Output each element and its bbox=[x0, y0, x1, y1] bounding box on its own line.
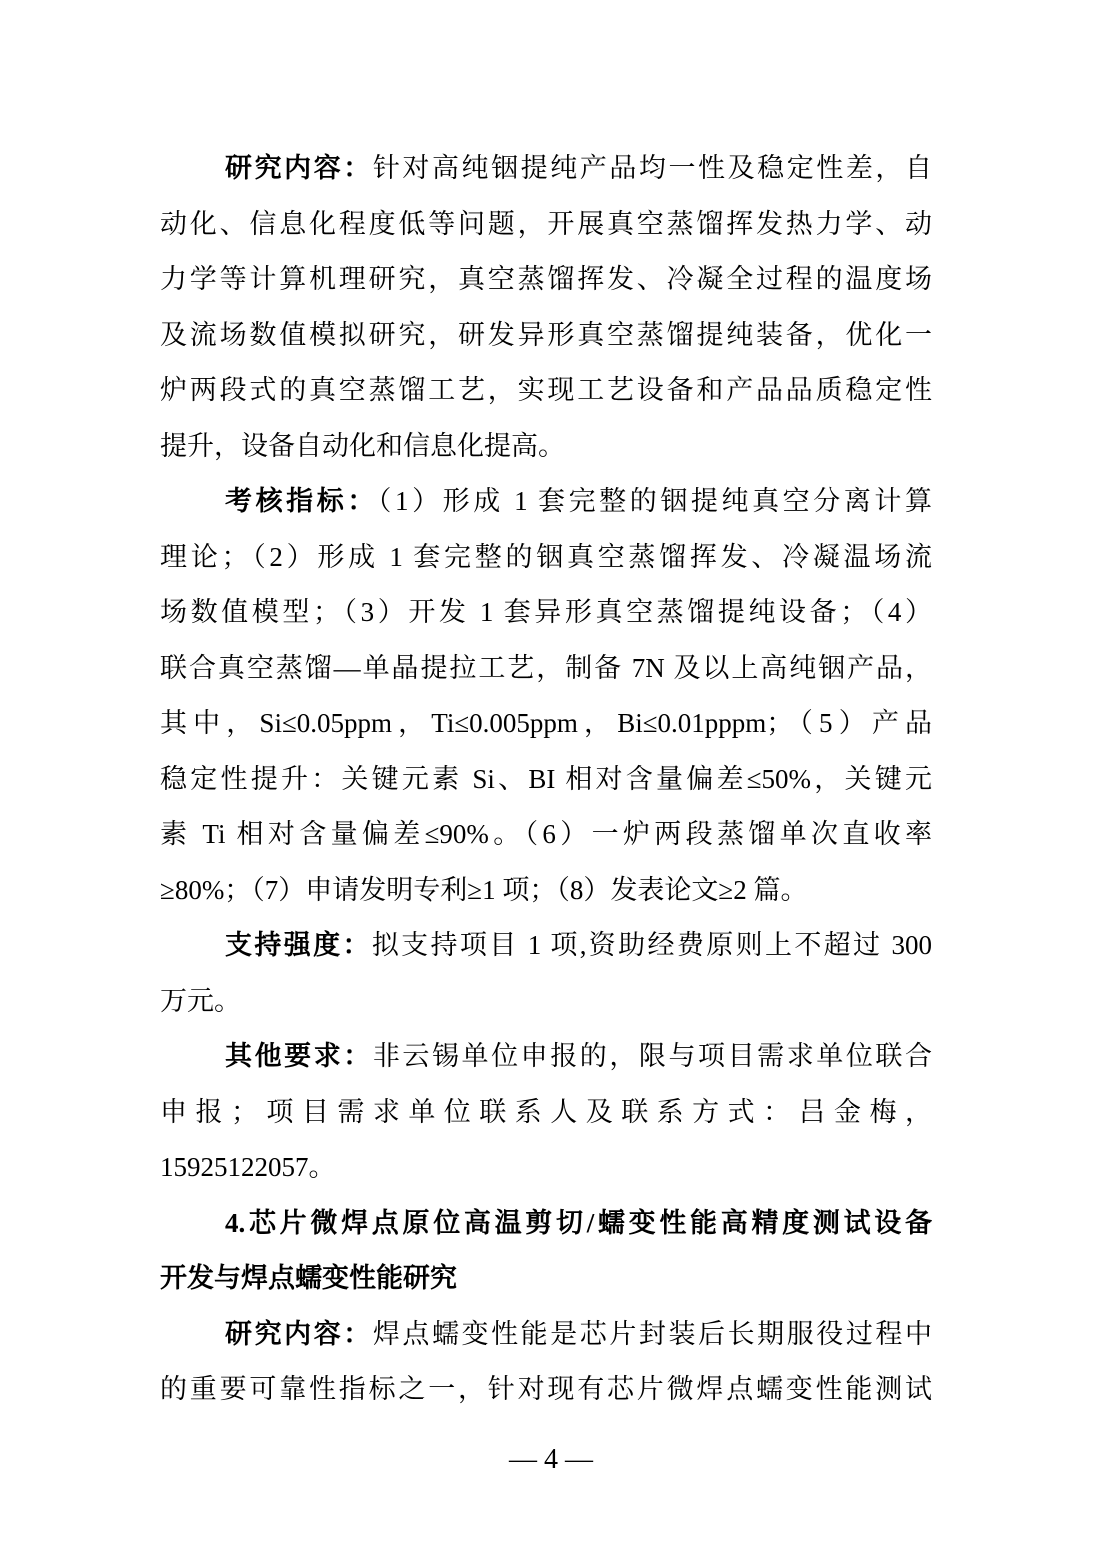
paragraph-label: 研究内容： bbox=[225, 1318, 373, 1349]
text-line bbox=[160, 1029, 932, 1085]
text-line: 申报；项目需求单位联系人及联系方式：吕金梅， bbox=[160, 1096, 932, 1127]
paragraph-text: 焊点蠕变性能是芯片封装后长期服役过程中 bbox=[372, 1318, 932, 1349]
text-line: ≥80%；（7）申请发明专利≥1 项；（8）发表论文≥2 篇。 bbox=[160, 874, 808, 905]
paragraph-text: 拟支持项目 1 项,资助经费原则上不超过 300 bbox=[371, 930, 932, 960]
paragraph-text: （1）形成 1 套完整的铟提纯真空分离计算 bbox=[377, 486, 932, 516]
text-line: 其中，Si≤0.05ppm，Ti≤0.005ppm，Bi≤0.01pppm；（5）产品 bbox=[160, 708, 932, 738]
text-line: 的重要可靠性指标之一，针对现有芯片微焊点蠕变性能测试 bbox=[160, 1374, 932, 1404]
text-line: 理论；（2）形成 1 套完整的铟真空蒸馏挥发、冷凝温场流 bbox=[160, 541, 932, 572]
text-line: 提升，设备自动化和信息化提高。 bbox=[160, 430, 565, 461]
section-heading: 开发与焊点蠕变性能研究 bbox=[160, 1263, 457, 1293]
paragraph-label: 支持强度： bbox=[225, 930, 372, 960]
paragraph-label: 考核指标： bbox=[225, 486, 378, 516]
text-line: 炉两段式的真空蒸馏工艺，实现工艺设备和产品品质稳定性 bbox=[160, 375, 932, 405]
text-line bbox=[160, 474, 932, 530]
text-line: 及流场数值模拟研究，研发异形真空蒸馏提纯装备，优化一 bbox=[160, 319, 932, 350]
text-line: 万元。 bbox=[160, 985, 241, 1016]
text-line: 素 Ti 相对含量偏差≤90%。（6）一炉两段蒸馏单次直收率 bbox=[160, 819, 932, 849]
paragraph-label: 研究内容： bbox=[225, 153, 373, 183]
section-heading: 4.芯片微焊点原位高温剪切/蠕变性能高精度测试设备 bbox=[225, 1207, 932, 1238]
text-line: 动化、信息化程度低等问题，开展真空蒸馏挥发热力学、动 bbox=[160, 208, 932, 239]
text-line bbox=[160, 918, 932, 974]
paragraph-label: 其他要求： bbox=[225, 1041, 373, 1071]
text-line: 稳定性提升：关键元素 Si、BI 相对含量偏差≤50%，关键元 bbox=[160, 763, 932, 794]
text-line bbox=[160, 141, 932, 197]
text-block bbox=[160, 141, 932, 1418]
text-line bbox=[160, 1307, 932, 1363]
paragraph-text: 针对高纯铟提纯产品均一性及稳定性差，自 bbox=[372, 153, 932, 183]
text-line: 场数值模型；（3）开发 1 套异形真空蒸馏提纯设备；（4） bbox=[160, 597, 932, 627]
text-line: 15925122057。 bbox=[160, 1152, 336, 1182]
text-line: 联合真空蒸馏—单晶提拉工艺，制备 7N 及以上高纯铟产品， bbox=[160, 652, 932, 683]
text-line: 力学等计算机理研究，真空蒸馏挥发、冷凝全过程的温度场 bbox=[160, 264, 932, 294]
page-number: — 4 — bbox=[509, 1444, 593, 1475]
paragraph-text: 非云锡单位申报的，限与项目需求单位联合 bbox=[372, 1041, 932, 1071]
